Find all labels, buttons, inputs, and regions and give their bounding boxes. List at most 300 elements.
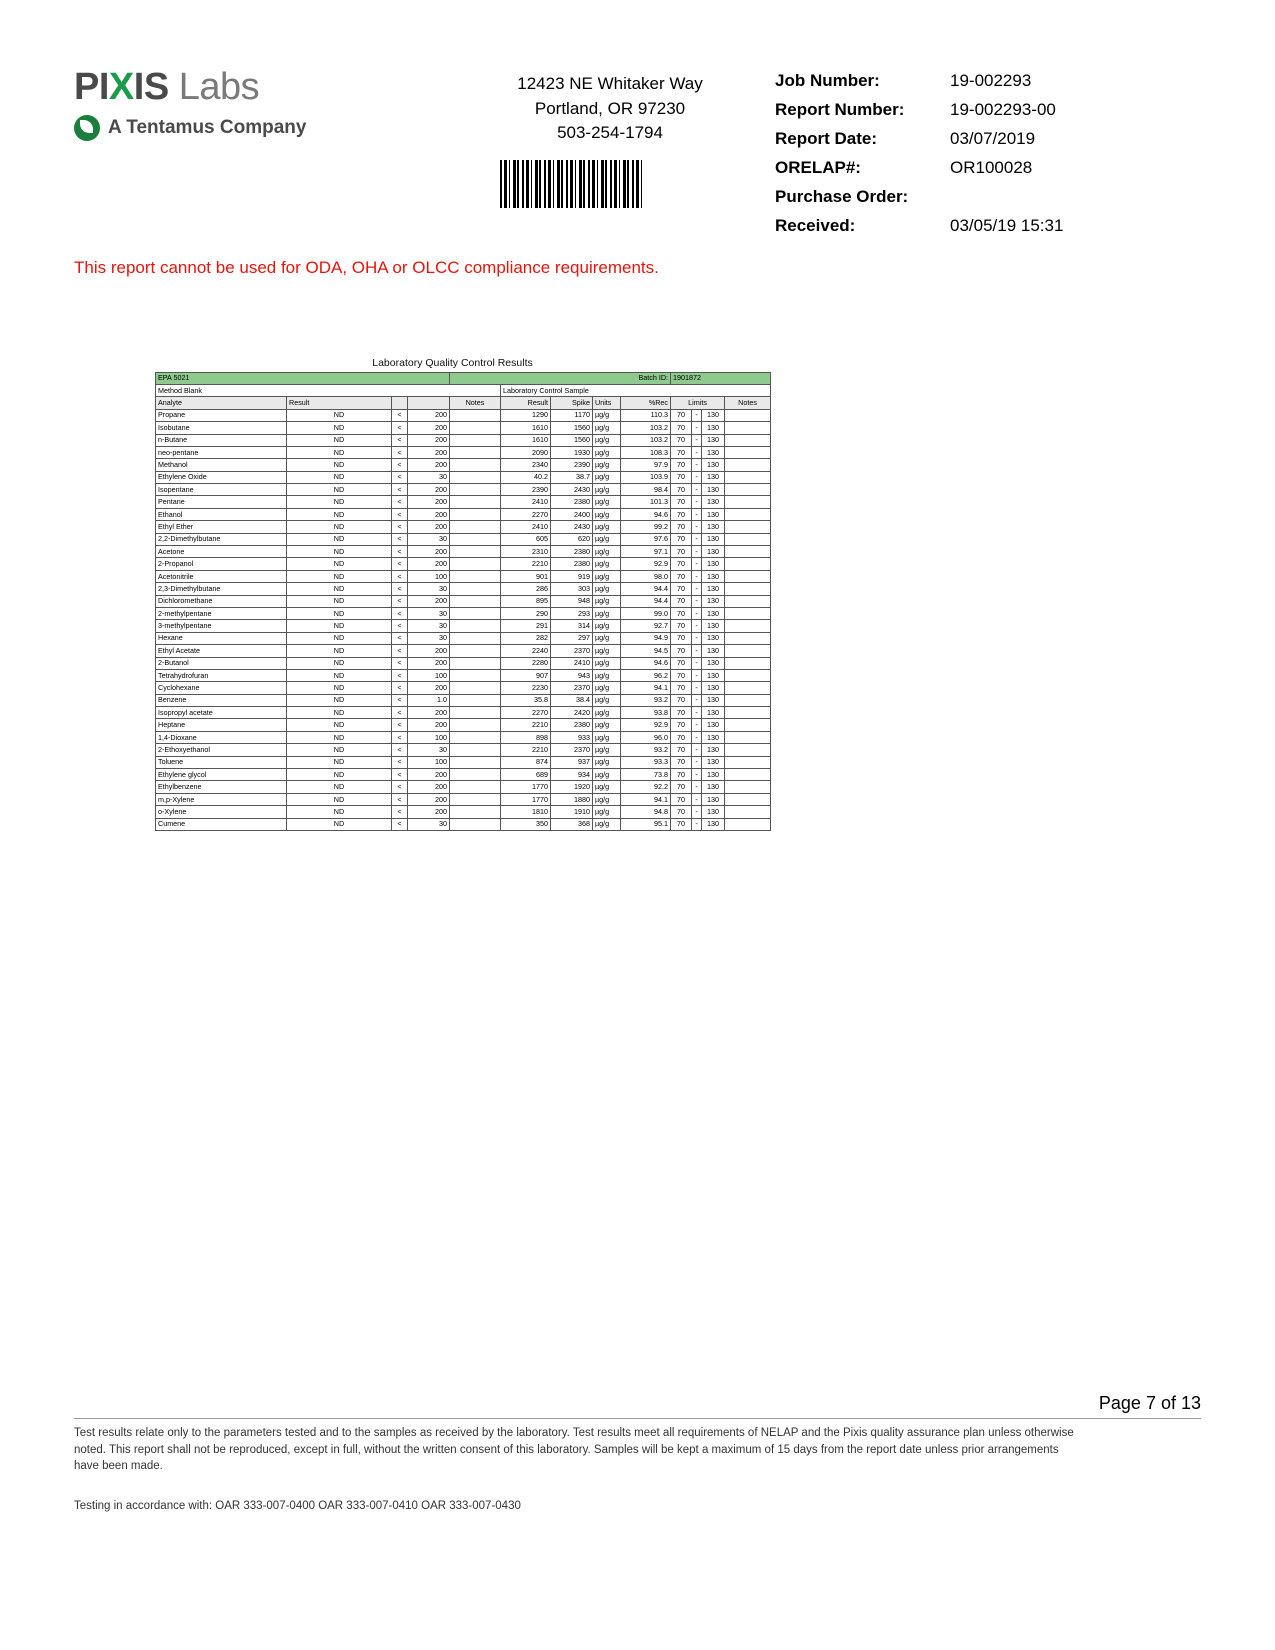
cell-analyte: Pentane bbox=[156, 496, 287, 508]
cell-spike: 2370 bbox=[551, 682, 593, 694]
cell-lcs-result: 1770 bbox=[501, 781, 551, 793]
cell-mdl: 100 bbox=[408, 756, 450, 768]
qc-table-row bbox=[156, 558, 771, 570]
cell-limit-low: 70 bbox=[671, 409, 692, 421]
cell-lcs-notes bbox=[725, 657, 771, 669]
cell-limit-low: 70 bbox=[671, 620, 692, 632]
cell-less-than: < bbox=[392, 818, 408, 830]
cell-mb-result: ND bbox=[287, 769, 392, 781]
cell-less-than: < bbox=[392, 446, 408, 458]
qc-table-row bbox=[156, 570, 771, 582]
cell-limit-dash: - bbox=[692, 546, 702, 558]
report-date-label: Report Date: bbox=[775, 128, 878, 148]
job-number-value: 19-002293 bbox=[950, 71, 1032, 90]
cell-limit-high: 130 bbox=[702, 459, 725, 471]
cell-mdl: 200 bbox=[408, 645, 450, 657]
col-header-analyte: Analyte bbox=[156, 397, 287, 409]
cell-limit-low: 70 bbox=[671, 583, 692, 595]
qc-table-row bbox=[156, 620, 771, 632]
qc-table-row bbox=[156, 533, 771, 545]
cell-spike: 2420 bbox=[551, 707, 593, 719]
cell-limit-high: 130 bbox=[702, 595, 725, 607]
cell-units: µg/g bbox=[593, 409, 621, 421]
cell-mdl: 200 bbox=[408, 546, 450, 558]
cell-analyte: neo-pentane bbox=[156, 446, 287, 458]
cell-lcs-result: 2310 bbox=[501, 546, 551, 558]
cell-mb-notes bbox=[450, 409, 501, 421]
cell-analyte: Isopropyl acetate bbox=[156, 707, 287, 719]
cell-units: µg/g bbox=[593, 521, 621, 533]
cell-analyte: Heptane bbox=[156, 719, 287, 731]
qc-batch-label: Batch ID: bbox=[450, 372, 671, 384]
cell-less-than: < bbox=[392, 583, 408, 595]
cell-limit-high: 130 bbox=[702, 731, 725, 743]
cell-limit-low: 70 bbox=[671, 570, 692, 582]
cell-mdl: 30 bbox=[408, 607, 450, 619]
cell-limit-low: 70 bbox=[671, 756, 692, 768]
cell-lcs-notes bbox=[725, 409, 771, 421]
cell-mdl: 30 bbox=[408, 632, 450, 644]
cell-spike: 2380 bbox=[551, 719, 593, 731]
qc-table-row bbox=[156, 669, 771, 681]
cell-spike: 937 bbox=[551, 756, 593, 768]
cell-analyte: Ethanol bbox=[156, 508, 287, 520]
cell-limit-dash: - bbox=[692, 533, 702, 545]
cell-units: µg/g bbox=[593, 756, 621, 768]
qc-table-row bbox=[156, 769, 771, 781]
cell-limit-low: 70 bbox=[671, 707, 692, 719]
cell-limit-dash: - bbox=[692, 583, 702, 595]
cell-mb-notes bbox=[450, 607, 501, 619]
cell-less-than: < bbox=[392, 806, 408, 818]
cell-mdl: 200 bbox=[408, 769, 450, 781]
cell-percent-rec: 94.6 bbox=[621, 508, 671, 520]
cell-lcs-result: 1610 bbox=[501, 422, 551, 434]
cell-limit-high: 130 bbox=[702, 769, 725, 781]
cell-mb-notes bbox=[450, 719, 501, 731]
cell-lcs-result: 2270 bbox=[501, 508, 551, 520]
cell-less-than: < bbox=[392, 508, 408, 520]
job-number-label: Job Number: bbox=[775, 71, 880, 90]
cell-analyte: Ethylbenzene bbox=[156, 781, 287, 793]
cell-limit-dash: - bbox=[692, 595, 702, 607]
cell-less-than: < bbox=[392, 769, 408, 781]
cell-percent-rec: 93.3 bbox=[621, 756, 671, 768]
cell-limit-low: 70 bbox=[671, 471, 692, 483]
cell-less-than: < bbox=[392, 471, 408, 483]
cell-percent-rec: 99.0 bbox=[621, 607, 671, 619]
cell-mdl: 200 bbox=[408, 781, 450, 793]
cell-mb-notes bbox=[450, 508, 501, 520]
cell-limit-high: 130 bbox=[702, 645, 725, 657]
qc-table-row bbox=[156, 806, 771, 818]
cell-spike: 1560 bbox=[551, 422, 593, 434]
cell-mdl: 30 bbox=[408, 533, 450, 545]
qc-section-lcs: Laboratory Control Sample bbox=[501, 384, 771, 396]
cell-lcs-result: 901 bbox=[501, 570, 551, 582]
cell-percent-rec: 94.1 bbox=[621, 793, 671, 805]
report-date-value: 03/07/2019 bbox=[950, 128, 1036, 148]
cell-limit-dash: - bbox=[692, 422, 702, 434]
cell-less-than: < bbox=[392, 570, 408, 582]
cell-limit-high: 130 bbox=[702, 781, 725, 793]
cell-analyte: Tetrahydrofuran bbox=[156, 669, 287, 681]
cell-lcs-notes bbox=[725, 769, 771, 781]
cell-spike: 2380 bbox=[551, 558, 593, 570]
cell-mb-notes bbox=[450, 434, 501, 446]
cell-percent-rec: 101.3 bbox=[621, 496, 671, 508]
qc-table-row bbox=[156, 409, 771, 421]
cell-limit-dash: - bbox=[692, 719, 702, 731]
cell-lcs-result: 2270 bbox=[501, 707, 551, 719]
cell-mb-result: ND bbox=[287, 707, 392, 719]
cell-analyte: Ethylene glycol bbox=[156, 769, 287, 781]
cell-limit-high: 130 bbox=[702, 818, 725, 830]
cell-limit-dash: - bbox=[692, 818, 702, 830]
col-header-spike: Spike bbox=[551, 397, 593, 409]
qc-table-row bbox=[156, 422, 771, 434]
cell-spike: 368 bbox=[551, 818, 593, 830]
cell-analyte: n-Butane bbox=[156, 434, 287, 446]
cell-analyte: 2,3-Dimethylbutane bbox=[156, 583, 287, 595]
cell-mdl: 200 bbox=[408, 682, 450, 694]
cell-lcs-notes bbox=[725, 793, 771, 805]
cell-percent-rec: 95.1 bbox=[621, 818, 671, 830]
cell-mb-result: ND bbox=[287, 496, 392, 508]
qc-section-method-blank: Method Blank bbox=[156, 384, 501, 396]
cell-lcs-result: 1770 bbox=[501, 793, 551, 805]
cell-units: µg/g bbox=[593, 471, 621, 483]
cell-lcs-notes bbox=[725, 744, 771, 756]
cell-units: µg/g bbox=[593, 446, 621, 458]
cell-mb-result: ND bbox=[287, 508, 392, 520]
cell-units: µg/g bbox=[593, 558, 621, 570]
cell-units: µg/g bbox=[593, 595, 621, 607]
cell-spike: 919 bbox=[551, 570, 593, 582]
cell-limit-low: 70 bbox=[671, 682, 692, 694]
cell-spike: 2390 bbox=[551, 459, 593, 471]
cell-lcs-result: 40.2 bbox=[501, 471, 551, 483]
cell-analyte: Cumene bbox=[156, 818, 287, 830]
cell-limit-high: 130 bbox=[702, 521, 725, 533]
logo-pixis-tail: IS bbox=[133, 66, 169, 108]
qc-table-row bbox=[156, 793, 771, 805]
cell-limit-high: 130 bbox=[702, 422, 725, 434]
cell-units: µg/g bbox=[593, 570, 621, 582]
cell-limit-dash: - bbox=[692, 769, 702, 781]
cell-limit-low: 70 bbox=[671, 694, 692, 706]
cell-analyte: Isopentane bbox=[156, 484, 287, 496]
cell-limit-high: 130 bbox=[702, 533, 725, 545]
cell-mdl: 30 bbox=[408, 744, 450, 756]
cell-lcs-notes bbox=[725, 620, 771, 632]
cell-mdl: 200 bbox=[408, 422, 450, 434]
cell-mb-notes bbox=[450, 793, 501, 805]
cell-percent-rec: 93.8 bbox=[621, 707, 671, 719]
cell-spike: 314 bbox=[551, 620, 593, 632]
cell-mb-result: ND bbox=[287, 583, 392, 595]
cell-limit-dash: - bbox=[692, 632, 702, 644]
cell-lcs-result: 1810 bbox=[501, 806, 551, 818]
cell-mb-notes bbox=[450, 422, 501, 434]
cell-mdl: 200 bbox=[408, 459, 450, 471]
cell-lcs-result: 1290 bbox=[501, 409, 551, 421]
cell-analyte: Ethyl Ether bbox=[156, 521, 287, 533]
cell-units: µg/g bbox=[593, 769, 621, 781]
cell-mb-notes bbox=[450, 682, 501, 694]
cell-mb-result: ND bbox=[287, 533, 392, 545]
report-header bbox=[0, 60, 1275, 260]
qc-table-row bbox=[156, 781, 771, 793]
cell-units: µg/g bbox=[593, 607, 621, 619]
cell-limit-high: 130 bbox=[702, 496, 725, 508]
cell-mb-notes bbox=[450, 546, 501, 558]
cell-less-than: < bbox=[392, 657, 408, 669]
cell-lcs-result: 350 bbox=[501, 818, 551, 830]
cell-percent-rec: 94.1 bbox=[621, 682, 671, 694]
cell-mdl: 200 bbox=[408, 508, 450, 520]
cell-limit-dash: - bbox=[692, 558, 702, 570]
cell-limit-high: 130 bbox=[702, 620, 725, 632]
cell-limit-low: 70 bbox=[671, 632, 692, 644]
cell-lcs-result: 2090 bbox=[501, 446, 551, 458]
cell-limit-high: 130 bbox=[702, 607, 725, 619]
qc-method-band-row bbox=[156, 372, 771, 384]
cell-units: µg/g bbox=[593, 707, 621, 719]
cell-percent-rec: 110.3 bbox=[621, 409, 671, 421]
cell-limit-high: 130 bbox=[702, 707, 725, 719]
cell-less-than: < bbox=[392, 669, 408, 681]
cell-limit-high: 130 bbox=[702, 657, 725, 669]
cell-lcs-notes bbox=[725, 818, 771, 830]
cell-limit-low: 70 bbox=[671, 806, 692, 818]
cell-mb-result: ND bbox=[287, 669, 392, 681]
cell-limit-high: 130 bbox=[702, 632, 725, 644]
cell-percent-rec: 103.2 bbox=[621, 434, 671, 446]
cell-lcs-result: 2410 bbox=[501, 496, 551, 508]
cell-units: µg/g bbox=[593, 719, 621, 731]
cell-limit-dash: - bbox=[692, 781, 702, 793]
cell-spike: 2370 bbox=[551, 744, 593, 756]
cell-limit-low: 70 bbox=[671, 607, 692, 619]
cell-units: µg/g bbox=[593, 620, 621, 632]
cell-lcs-notes bbox=[725, 533, 771, 545]
qc-table-row bbox=[156, 756, 771, 768]
qc-table-row bbox=[156, 521, 771, 533]
cell-limit-high: 130 bbox=[702, 471, 725, 483]
cell-limit-dash: - bbox=[692, 806, 702, 818]
cell-spike: 1920 bbox=[551, 781, 593, 793]
cell-lcs-notes bbox=[725, 694, 771, 706]
cell-mb-result: ND bbox=[287, 657, 392, 669]
qc-table-row bbox=[156, 719, 771, 731]
cell-mb-result: ND bbox=[287, 781, 392, 793]
cell-limit-low: 70 bbox=[671, 818, 692, 830]
cell-percent-rec: 108.3 bbox=[621, 446, 671, 458]
cell-limit-low: 70 bbox=[671, 645, 692, 657]
cell-analyte: 2-Ethoxyethanol bbox=[156, 744, 287, 756]
report-number-value: 19-002293-00 bbox=[950, 99, 1056, 119]
cell-less-than: < bbox=[392, 645, 408, 657]
cell-mb-result: ND bbox=[287, 645, 392, 657]
qc-table-row bbox=[156, 607, 771, 619]
cell-limit-high: 130 bbox=[702, 446, 725, 458]
cell-lcs-notes bbox=[725, 459, 771, 471]
cell-less-than: < bbox=[392, 484, 408, 496]
cell-analyte: Ethylene Oxide bbox=[156, 471, 287, 483]
qc-table-row bbox=[156, 434, 771, 446]
cell-limit-low: 70 bbox=[671, 657, 692, 669]
cell-mb-notes bbox=[450, 558, 501, 570]
cell-mdl: 200 bbox=[408, 434, 450, 446]
cell-limit-low: 70 bbox=[671, 669, 692, 681]
cell-mb-result: ND bbox=[287, 818, 392, 830]
cell-percent-rec: 94.8 bbox=[621, 806, 671, 818]
cell-mdl: 200 bbox=[408, 446, 450, 458]
cell-limit-dash: - bbox=[692, 471, 702, 483]
cell-mb-notes bbox=[450, 707, 501, 719]
leaf-icon bbox=[74, 115, 100, 141]
cell-mdl: 200 bbox=[408, 707, 450, 719]
cell-percent-rec: 103.2 bbox=[621, 422, 671, 434]
report-number-label: Report Number: bbox=[775, 99, 905, 119]
cell-units: µg/g bbox=[593, 682, 621, 694]
cell-limit-dash: - bbox=[692, 459, 702, 471]
cell-spike: 2430 bbox=[551, 521, 593, 533]
cell-units: µg/g bbox=[593, 645, 621, 657]
cell-limit-dash: - bbox=[692, 409, 702, 421]
cell-mb-result: ND bbox=[287, 632, 392, 644]
cell-mb-result: ND bbox=[287, 806, 392, 818]
cell-limit-low: 70 bbox=[671, 484, 692, 496]
cell-limit-high: 130 bbox=[702, 546, 725, 558]
cell-analyte: Ethyl Acetate bbox=[156, 645, 287, 657]
cell-percent-rec: 94.9 bbox=[621, 632, 671, 644]
cell-analyte: 2-Butanol bbox=[156, 657, 287, 669]
cell-mb-notes bbox=[450, 496, 501, 508]
cell-lcs-notes bbox=[725, 471, 771, 483]
cell-spike: 1170 bbox=[551, 409, 593, 421]
cell-mb-notes bbox=[450, 669, 501, 681]
cell-spike: 297 bbox=[551, 632, 593, 644]
cell-units: µg/g bbox=[593, 508, 621, 520]
cell-limit-low: 70 bbox=[671, 533, 692, 545]
cell-limit-dash: - bbox=[692, 446, 702, 458]
cell-spike: 933 bbox=[551, 731, 593, 743]
cell-spike: 1930 bbox=[551, 446, 593, 458]
qc-table-row bbox=[156, 707, 771, 719]
cell-mb-result: ND bbox=[287, 459, 392, 471]
cell-less-than: < bbox=[392, 744, 408, 756]
cell-analyte: Acetonitrile bbox=[156, 570, 287, 582]
compliance-warning: This report cannot be used for ODA, OHA or OLCC compliance requirements. bbox=[74, 258, 659, 277]
logo-tagline: A Tentamus Company bbox=[108, 117, 307, 138]
cell-units: µg/g bbox=[593, 744, 621, 756]
cell-mb-result: ND bbox=[287, 694, 392, 706]
cell-units: µg/g bbox=[593, 583, 621, 595]
logo-tagline-row bbox=[74, 115, 374, 141]
cell-lcs-notes bbox=[725, 583, 771, 595]
cell-mb-result: ND bbox=[287, 471, 392, 483]
cell-mdl: 1.0 bbox=[408, 694, 450, 706]
cell-mb-notes bbox=[450, 781, 501, 793]
cell-lcs-result: 2210 bbox=[501, 719, 551, 731]
cell-less-than: < bbox=[392, 459, 408, 471]
cell-limit-high: 130 bbox=[702, 409, 725, 421]
qc-table-row bbox=[156, 546, 771, 558]
cell-analyte: Acetone bbox=[156, 546, 287, 558]
qc-batch-id: 1901872 bbox=[671, 372, 771, 384]
qc-table-row bbox=[156, 446, 771, 458]
cell-units: µg/g bbox=[593, 434, 621, 446]
barcode-image bbox=[500, 160, 645, 208]
cell-less-than: < bbox=[392, 620, 408, 632]
purchase-order-label: Purchase Order: bbox=[775, 186, 909, 206]
cell-spike: 303 bbox=[551, 583, 593, 595]
cell-percent-rec: 98.4 bbox=[621, 484, 671, 496]
cell-spike: 1910 bbox=[551, 806, 593, 818]
cell-lcs-result: 1610 bbox=[501, 434, 551, 446]
cell-lcs-result: 2210 bbox=[501, 558, 551, 570]
cell-limit-low: 70 bbox=[671, 508, 692, 520]
cell-lcs-result: 2390 bbox=[501, 484, 551, 496]
col-header-units: Units bbox=[593, 397, 621, 409]
job-info-row bbox=[775, 70, 1063, 93]
cell-limit-high: 130 bbox=[702, 484, 725, 496]
cell-less-than: < bbox=[392, 793, 408, 805]
cell-lcs-result: 2210 bbox=[501, 744, 551, 756]
cell-limit-high: 130 bbox=[702, 756, 725, 768]
cell-limit-dash: - bbox=[692, 434, 702, 446]
cell-percent-rec: 97.6 bbox=[621, 533, 671, 545]
qc-table-row bbox=[156, 731, 771, 743]
cell-mdl: 200 bbox=[408, 595, 450, 607]
cell-mdl: 200 bbox=[408, 806, 450, 818]
cell-analyte: 3-methylpentane bbox=[156, 620, 287, 632]
cell-mb-result: ND bbox=[287, 422, 392, 434]
qc-table-row bbox=[156, 595, 771, 607]
cell-mb-result: ND bbox=[287, 719, 392, 731]
cell-limit-dash: - bbox=[692, 570, 702, 582]
job-info-block bbox=[775, 70, 1063, 244]
qc-table-title: Laboratory Quality Control Results bbox=[372, 357, 533, 369]
cell-mb-notes bbox=[450, 583, 501, 595]
cell-units: µg/g bbox=[593, 781, 621, 793]
cell-lcs-notes bbox=[725, 707, 771, 719]
cell-percent-rec: 99.2 bbox=[621, 521, 671, 533]
cell-lcs-notes bbox=[725, 756, 771, 768]
cell-limit-dash: - bbox=[692, 657, 702, 669]
cell-mb-notes bbox=[450, 459, 501, 471]
cell-limit-high: 130 bbox=[702, 583, 725, 595]
cell-lcs-notes bbox=[725, 446, 771, 458]
qc-table-row bbox=[156, 694, 771, 706]
cell-percent-rec: 94.4 bbox=[621, 595, 671, 607]
orelap-label: ORELAP#: bbox=[775, 157, 861, 177]
cell-lcs-notes bbox=[725, 632, 771, 644]
cell-less-than: < bbox=[392, 756, 408, 768]
cell-spike: 2410 bbox=[551, 657, 593, 669]
cell-units: µg/g bbox=[593, 533, 621, 545]
cell-limit-high: 130 bbox=[702, 719, 725, 731]
job-info-row bbox=[775, 186, 1063, 209]
cell-units: µg/g bbox=[593, 694, 621, 706]
job-info-row bbox=[775, 157, 1063, 180]
cell-lcs-result: 895 bbox=[501, 595, 551, 607]
col-header-lt bbox=[392, 397, 408, 409]
cell-less-than: < bbox=[392, 521, 408, 533]
cell-limit-high: 130 bbox=[702, 744, 725, 756]
